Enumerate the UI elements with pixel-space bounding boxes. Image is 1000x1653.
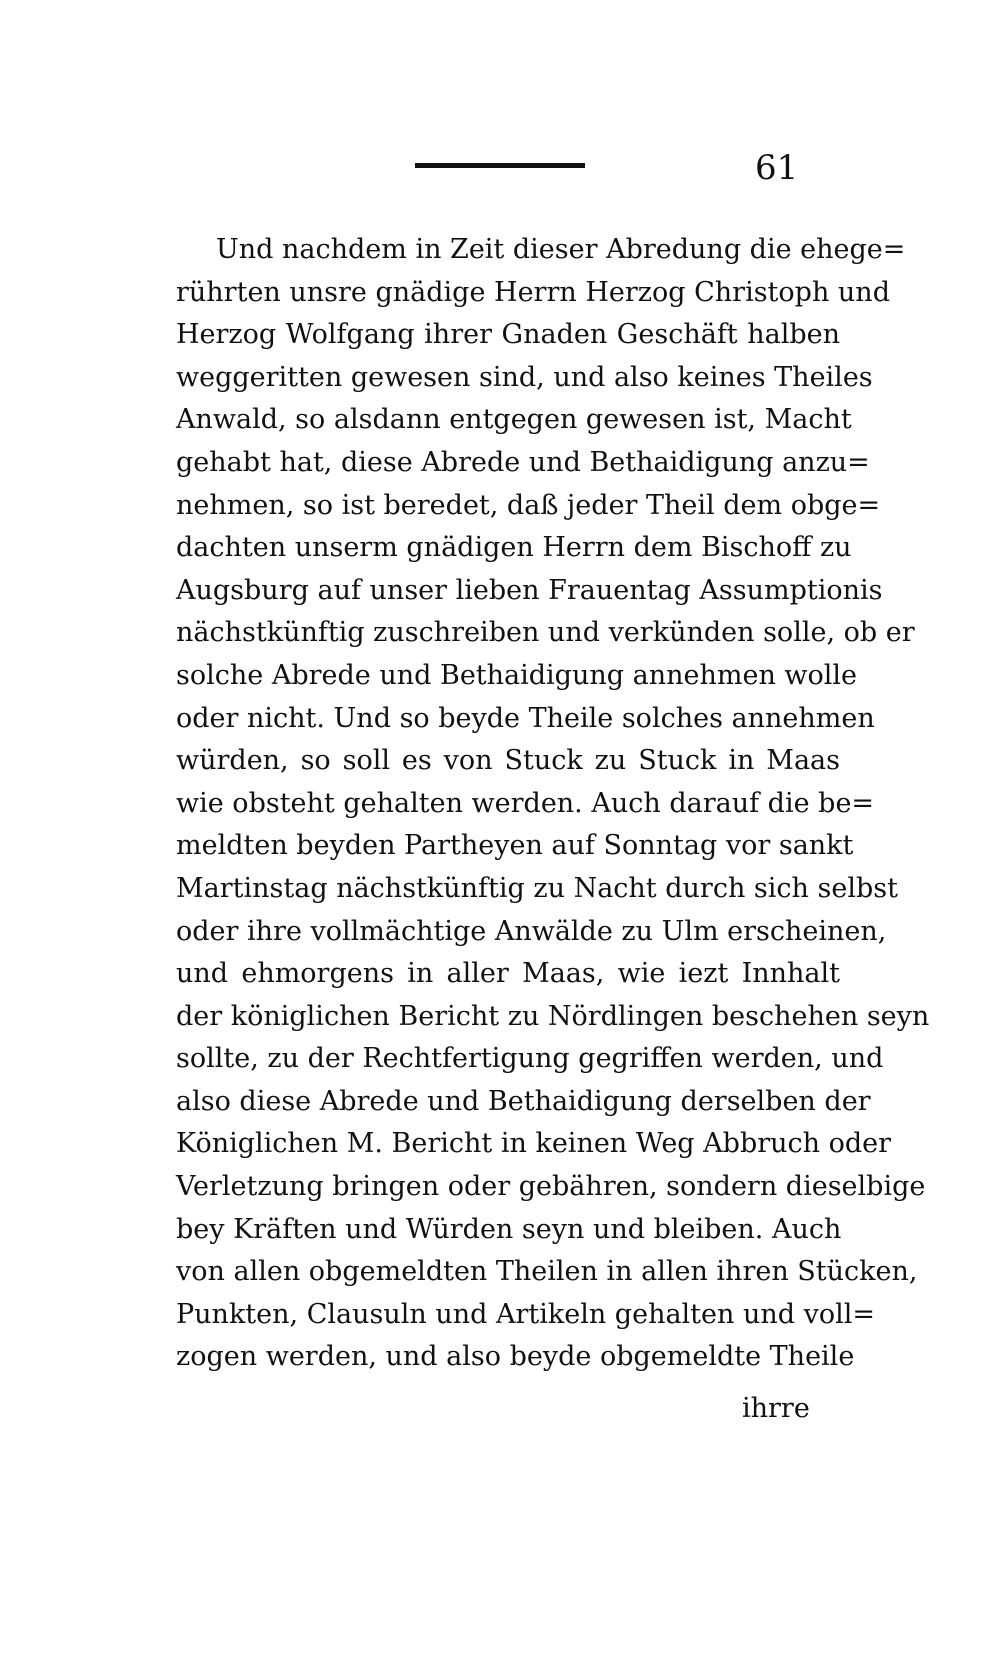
text-line: Und nachdem in Zeit dieser Abredung die ehege= bbox=[216, 234, 906, 265]
text-line: dachten unserm gnädigen Herrn dem Bischoff zu bbox=[176, 532, 852, 564]
text-line: solche Abrede und Bethaidigung annehmen wolle bbox=[176, 659, 858, 691]
text-line: rührten unsre gnädige Herrn Herzog Christoph und bbox=[176, 276, 890, 308]
text-line: Punkten, Clausuln und Artikeln gehalten und voll= bbox=[176, 1298, 876, 1330]
text-line: oder nicht. Und so beyde Theile solches annehmen bbox=[176, 702, 875, 734]
text-line: nächstkünftig zuschreiben und verkünden solle, ob er bbox=[176, 617, 915, 649]
header-rule bbox=[415, 163, 585, 168]
text-line: also diese Abrede und Bethaidigung derselben der bbox=[176, 1085, 871, 1117]
page-number: 61 bbox=[755, 148, 799, 188]
text-line: der königlichen Bericht zu Nördlingen beschehen seyn bbox=[176, 1000, 930, 1032]
text-line: und ehmorgens in aller Maas, wie iezt Innhalt bbox=[176, 958, 840, 990]
text-line: Verletzung bringen oder gebähren, sondern dieselbige bbox=[176, 1171, 926, 1203]
text-line: Martinstag nächstkünftig zu Nacht durch sich selbst bbox=[176, 872, 898, 904]
text-line: sollte, zu der Rechtfertigung gegriffen werden, und bbox=[176, 1043, 884, 1075]
text-line: Anwald, so alsdann entgegen gewesen ist, Macht bbox=[176, 404, 852, 436]
text-line: wie obsteht gehalten werden. Auch darauf die be= bbox=[176, 787, 875, 819]
text-line: Augsburg auf unser lieben Frauentag Assumptionis bbox=[176, 574, 883, 606]
body-text bbox=[176, 229, 930, 1379]
text-line: Königlichen M. Bericht in keinen Weg Abbruch oder bbox=[176, 1128, 892, 1160]
text-line: nehmen, so ist beredet, daß jeder Theil dem obge= bbox=[176, 489, 881, 521]
text-line: gehabt hat, diese Abrede und Bethaidigung anzu= bbox=[176, 446, 870, 478]
text-line: von allen obgemeldten Theilen in allen ihren Stücken, bbox=[176, 1256, 918, 1288]
text-line: oder ihre vollmächtige Anwälde zu Ulm erscheinen, bbox=[176, 915, 887, 947]
text-line: meldten beyden Partheyen auf Sonntag vor sankt bbox=[176, 830, 854, 862]
text-line: bey Kräften und Würden seyn und bleiben. Auch bbox=[176, 1213, 842, 1245]
catchword: ihrre bbox=[742, 1393, 810, 1424]
text-line: zogen werden, und also beyde obgemeldte Theile bbox=[176, 1341, 855, 1373]
text-line: Herzog Wolfgang ihrer Gnaden Geschäft halben bbox=[176, 319, 840, 351]
text-line: würden, so soll es von Stuck zu Stuck in Maas bbox=[176, 745, 840, 777]
text-line: weggeritten gewesen sind, und also keines Theiles bbox=[176, 361, 873, 393]
